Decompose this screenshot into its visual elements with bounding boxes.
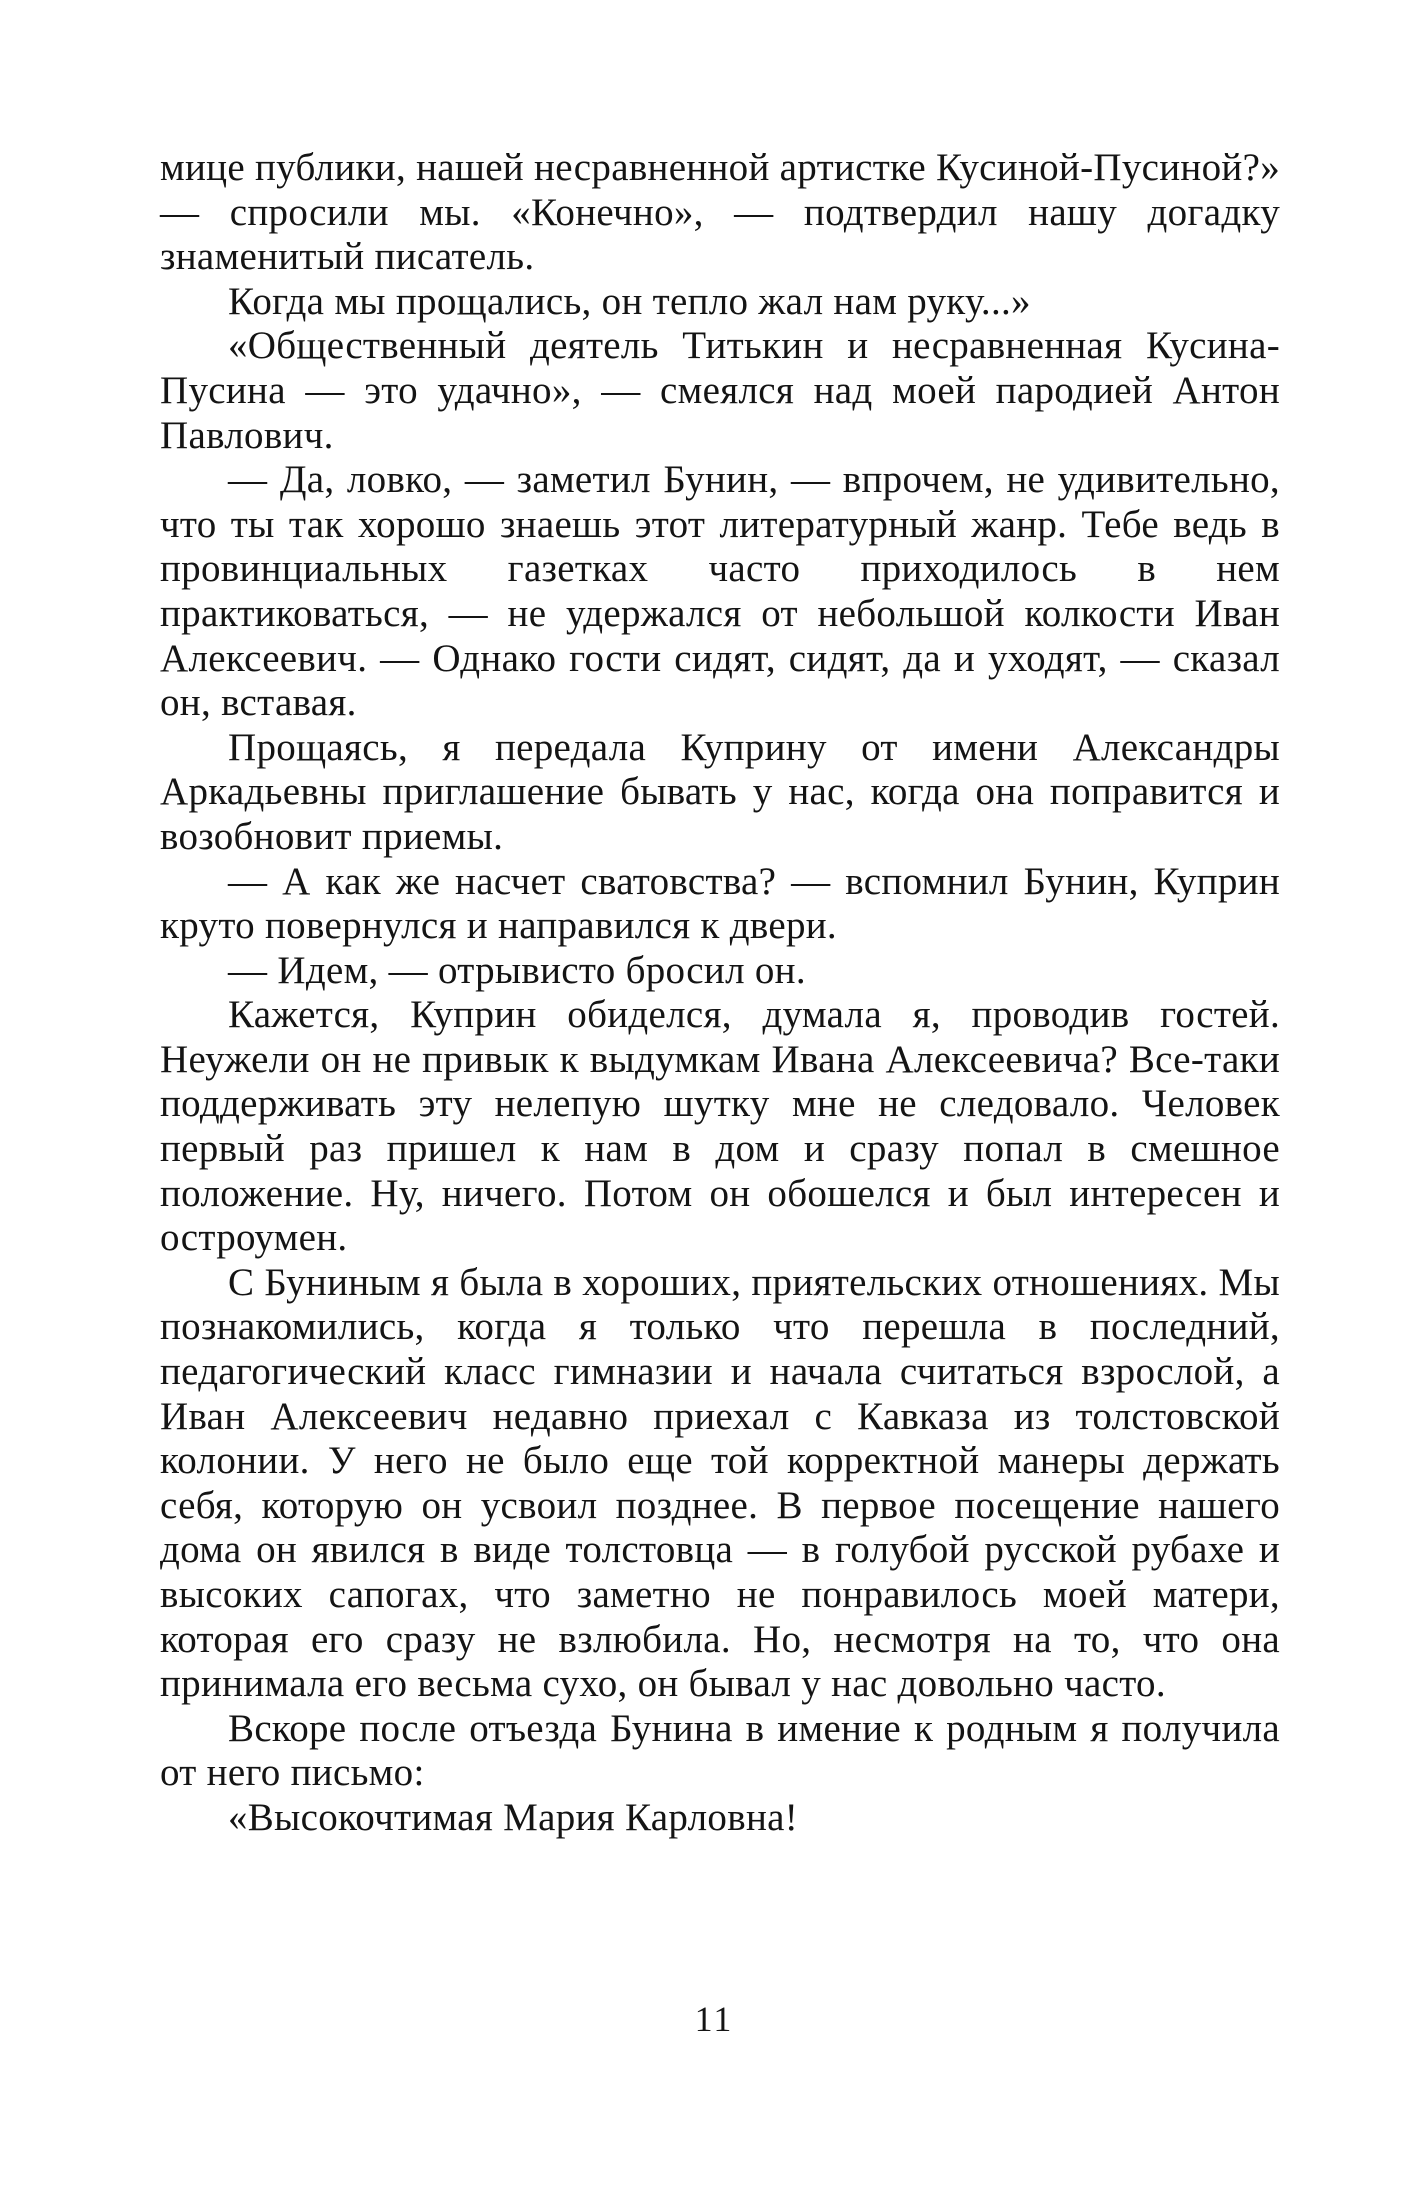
- paragraph: — Идем, — отрывисто бросил он.: [228, 948, 806, 992]
- paragraph: Вскоре после отъезда Бунина в имение к родным я получила от него письмо:: [160, 1706, 1280, 1795]
- paragraph: «Общественный деятель Титькин и несравненная Кусина-Пусина — это удачно», — смеялся над моей пародией Антон Павлович.: [160, 324, 1280, 457]
- paragraph: С Буниным я была в хороших, приятельских отношениях. Мы познакомились, когда я только что перешла в последний, педагогический класс гимназии и начала считаться взрослой, а Иван Алексеевич недавно приехал с Кавказа из толстовской колонии. У него не было еще той корректной манеры держать себя, которую он усвоил позднее. В первое посещение нашего дома он явился в виде толстовца — в голубой русской рубахе и высоких сапогах, что заметно не понравилось моей матери, которая его сразу не взлюбила. Но, несмотря на то, что она принимала его весьма сухо, он бывал у нас довольно часто.: [160, 1260, 1280, 1706]
- paragraph: — А как же насчет сватовства? — вспомнил Бунин, Куприн круто повернулся и направился к двери.: [160, 859, 1280, 948]
- paragraph: Кажется, Куприн обиделся, думала я, проводив гостей. Неужели он не привык к выдумкам Ивана Алексеевича? Все-таки поддерживать эту нелепую шутку мне не следовало. Человек первый раз пришел к нам в дом и сразу попал в смешное положение. Ну, ничего. Потом он обошелся и был интересен и остроумен.: [160, 993, 1280, 1260]
- page-number: 11: [694, 1999, 734, 2039]
- paragraph: Прощаясь, я передала Куприну от имени Александры Аркадьевны приглашение бывать у нас, когда она поправится и возобновит приемы.: [160, 725, 1280, 858]
- paragraph: Когда мы прощались, он тепло жал нам руку...»: [228, 279, 1031, 323]
- paragraph: «Высокочтимая Мария Карловна!: [228, 1795, 799, 1839]
- paragraph: — Да, ловко, — заметил Бунин, — впрочем, не удивительно, что ты так хорошо знаешь этот литературный жанр. Тебе ведь в провинциальных газетках часто приходилось в нем практиковаться, — не удержался от небольшой колкости Иван Алексеевич. — Однако гости сидят, сидят, да и уходят, — сказал он, вставая.: [160, 458, 1280, 725]
- paragraph: мице публики, нашей несравненной артистке Кусиной-Пусиной?» — спросили мы. «Конечно», — подтвердил нашу догадку знаменитый писатель.: [160, 146, 1280, 279]
- page-body: [160, 146, 1280, 1841]
